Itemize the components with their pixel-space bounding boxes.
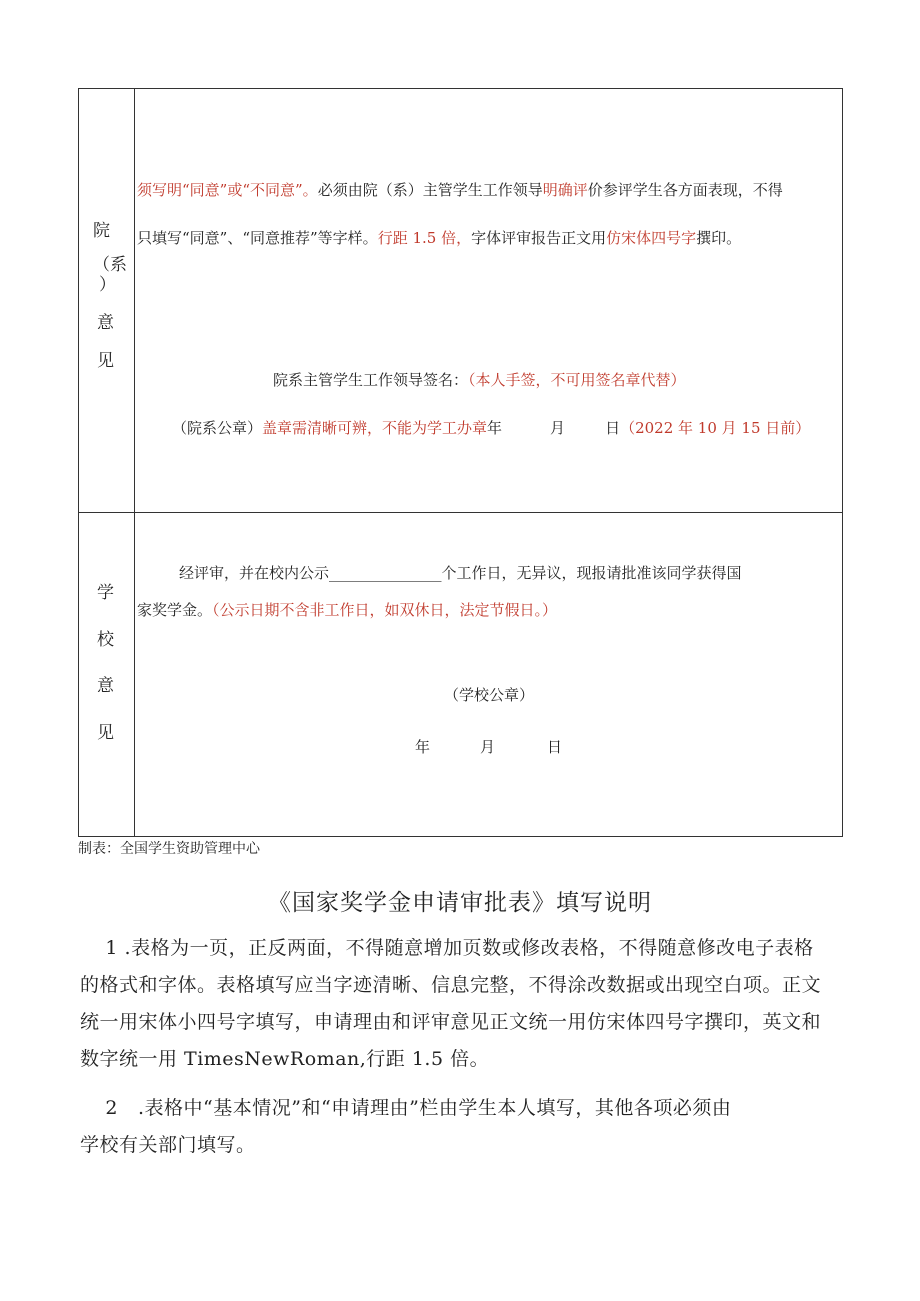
signature-note: （本人手签，不可用签名章代替） [468, 371, 686, 389]
dept-line2-black-c: 撰印。 [696, 229, 742, 247]
dept-seal-line [172, 421, 810, 436]
item2-line2: 学校有关部门填写。 [80, 1134, 256, 1156]
dept-seal-month: 月 [550, 419, 566, 437]
dept-line2-red-a: 行距 1.5 倍， [377, 229, 472, 247]
dept-line2-red-b: 仿宋体四号字 [606, 229, 697, 247]
item1-number: 1 [105, 937, 118, 959]
dept-signature-line [273, 373, 686, 388]
instruction-item-2 [80, 1090, 845, 1164]
dept-label-char-2: （系 [93, 255, 127, 275]
dept-instruction-line-1 [137, 183, 783, 198]
school-line1-after: 个工作日，无异议，现报请批准该同学获得国 [441, 564, 742, 582]
school-date-line [415, 740, 562, 755]
school-line1-before: 经评审，并在校内公示 [179, 564, 330, 582]
approval-table [78, 88, 843, 837]
table-footer: 制表：全国学生资助管理中心 [78, 841, 260, 857]
item1-text-1: .表格为一页，正反两面，不得随意增加页数或修改表格，不得随意修改电子表格 [124, 937, 814, 959]
dept-line1-red-a: 须写明“同意”或“不同意”。 [137, 181, 318, 199]
instruction-item-1 [80, 930, 845, 1078]
dept-line2-black-a: 只填写“同意”、“同意推荐”等字样。 [137, 229, 378, 247]
dept-line1-red-b: 明确评 [542, 181, 588, 199]
school-label-char-4: 见 [97, 723, 114, 743]
dept-label-char-4: 意 [97, 313, 114, 333]
signature-label: 院系主管学生工作领导签名： [273, 371, 469, 389]
instructions-title: 《国家奖学金申请审批表》填写说明 [268, 890, 652, 916]
item1-line1 [80, 930, 845, 967]
school-label-char-2: 校 [97, 630, 114, 650]
item2-line1 [80, 1090, 845, 1127]
school-line2-red: （公示日期不含非工作日，如双休日，法定节假日。） [212, 601, 558, 619]
item1-line3: 统一用宋体小四号字填写，申请理由和评审意见正文统一用仿宋体四号字撰印，英文和 [80, 1011, 822, 1033]
item1-line4: 数字统一用 TimesNewRoman,行距 1.5 倍。 [80, 1048, 490, 1070]
school-seal: （学校公章） [444, 686, 535, 704]
school-label-char-3: 意 [97, 676, 114, 696]
dept-line1-black-b: 价参评学生各方面表现，不得 [587, 181, 783, 199]
row-divider [79, 512, 842, 513]
dept-seal-note: 盖章需清晰可辨，不能为学工办章 [262, 419, 488, 437]
dept-seal-label: （院系公章） [172, 419, 263, 437]
dept-seal-deadline: （2022 年 10 月 15 日前） [620, 419, 811, 437]
school-line2-black: 家奖学金。 [137, 601, 213, 619]
item1-line2: 的格式和字体。表格填写应当字迹清晰、信息完整，不得涂改数据或出现空白项。正文 [80, 974, 822, 996]
dept-line1-black-a: 必须由院（系）主管学生工作领导 [317, 181, 543, 199]
school-date-month: 月 [480, 738, 496, 756]
item2-number: 2 [105, 1097, 118, 1119]
school-date-year: 年 [415, 738, 431, 756]
publicity-days-blank[interactable]: _______________ [329, 564, 442, 582]
dept-label-char-3: ） [99, 275, 116, 295]
item2-text-1: .表格中“基本情况”和“申请理由”栏由学生本人填写，其他各项必须由 [138, 1097, 732, 1119]
label-column-divider [134, 89, 135, 836]
dept-seal-year: 年 [487, 419, 503, 437]
school-label-char-1: 学 [97, 583, 114, 603]
dept-label-char-5: 见 [97, 351, 114, 371]
school-approval-line-2 [137, 603, 557, 618]
dept-seal-day: 日 [605, 419, 621, 437]
dept-line2-black-b: 字体评审报告正文用 [471, 229, 607, 247]
dept-label-char-1: 院 [93, 221, 110, 241]
school-date-day: 日 [547, 738, 563, 756]
school-approval-line-1 [179, 566, 742, 581]
dept-instruction-line-2 [137, 231, 741, 246]
